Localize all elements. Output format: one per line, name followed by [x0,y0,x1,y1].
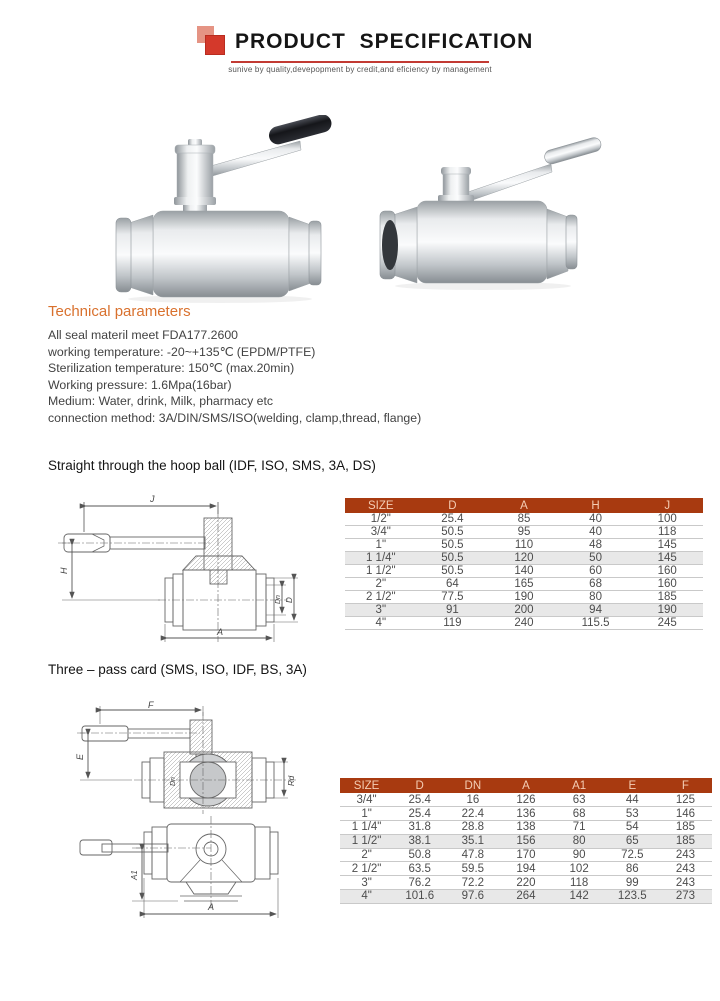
table-header-row [345,498,703,513]
table-cell: 170 [499,848,552,862]
table-row [345,617,703,630]
table-row [345,604,703,617]
table-cell: 142 [553,890,606,904]
table-cell: 4" [345,617,417,630]
table-cell: 185 [631,591,703,604]
table-cell: 2 1/2" [345,591,417,604]
table-row [340,793,712,807]
table-cell: 72.2 [446,876,499,890]
table-cell: 40 [560,526,632,539]
table-cell: 47.8 [446,848,499,862]
table-cell: 3/4" [340,793,393,807]
table-cell: 243 [659,862,712,876]
table-row [340,807,712,821]
table-row [340,821,712,835]
column-header: SIZE [340,778,393,793]
dim-label-a1: A1 [130,870,139,880]
table-cell: 90 [553,848,606,862]
dim-label-a2: A [208,902,215,912]
logo-square-front [205,35,225,55]
table-cell: 100 [631,513,703,526]
technical-parameters-heading: Technical parameters [48,303,191,320]
table-cell: 125 [659,793,712,807]
table-cell: 16 [446,793,499,807]
table-cell: 53 [606,807,659,821]
dim-label-f: F [148,700,154,710]
table-cell: 71 [553,821,606,835]
section2-title: Three – pass card (SMS, ISO, IDF, BS, 3A) [48,662,307,677]
table-row [345,526,703,539]
text-line: connection method: 3A/DIN/SMS/ISO(welding, clamp,thread, flange) [48,410,422,425]
column-header: E [606,778,659,793]
table-cell: 60 [560,565,632,578]
table-cell: 1" [345,539,417,552]
table-row [340,890,712,904]
table-cell: 25.4 [393,793,446,807]
text-line: Medium: Water, drink, Milk, pharmacy etc [48,394,274,409]
table-cell: 190 [631,604,703,617]
table-cell: 77.5 [417,591,489,604]
table-cell: 85 [488,513,560,526]
table-cell: 50 [560,552,632,565]
table-cell: 118 [631,526,703,539]
table-cell: 59.5 [446,862,499,876]
table-cell: 68 [560,578,632,591]
valve-photo-with-black-grip [95,115,350,305]
table-row [345,552,703,565]
table-row [345,539,703,552]
column-header: DN [446,778,499,793]
brand-logo-icon [197,26,227,58]
table-cell: 25.4 [393,807,446,821]
dim-label-dn: Dn [275,595,282,604]
table-cell: 3/4" [345,526,417,539]
table-cell: 115.5 [560,617,632,630]
table-cell: 50.5 [417,552,489,565]
table-cell: 44 [606,793,659,807]
table-cell: 119 [417,617,489,630]
three-way-valve-technical-drawing [72,696,312,924]
column-header: SIZE [345,498,417,513]
table-cell: 50.5 [417,526,489,539]
table-cell: 97.6 [446,890,499,904]
table-cell: 50.5 [417,539,489,552]
straight-valve-size-table [345,498,703,630]
dim-label-a: A [217,627,224,637]
table-row [340,862,712,876]
table-cell: 264 [499,890,552,904]
table-cell: 156 [499,834,552,848]
three-way-valve-size-table [340,778,712,904]
table-cell: 146 [659,807,712,821]
column-header: J [631,498,703,513]
table-cell: 3" [345,604,417,617]
column-header: A [488,498,560,513]
table-cell: 25.4 [417,513,489,526]
column-header: A1 [553,778,606,793]
table-cell: 40 [560,513,632,526]
table-cell: 2 1/2" [340,862,393,876]
text-line: working temperature: -20~+135℃ (EPDM/PTFE) [48,344,316,359]
section1-title: Straight through the hoop ball (IDF, ISO, SMS, 3A, DS) [48,458,376,473]
table-cell: 95 [488,526,560,539]
table-cell: 2" [340,848,393,862]
table-row [340,876,712,890]
table-cell: 1 1/4" [345,552,417,565]
table-cell: 91 [417,604,489,617]
table-cell: 50.8 [393,848,446,862]
table-cell: 126 [499,793,552,807]
table-cell: 185 [659,834,712,848]
table-cell: 63.5 [393,862,446,876]
dim-label-rd: Rd [287,775,296,786]
table-cell: 86 [606,862,659,876]
valve-photo-metal-handle [365,135,620,295]
table-cell: 200 [488,604,560,617]
column-header: D [417,498,489,513]
table-cell: 120 [488,552,560,565]
table-cell: 118 [553,876,606,890]
table-cell: 220 [499,876,552,890]
table-cell: 138 [499,821,552,835]
table-cell: 80 [553,834,606,848]
table-cell: 28.8 [446,821,499,835]
table-row [345,591,703,604]
company-tagline: sunive by quality,devepopment by credit,and eficiency by management [228,65,492,74]
table-row [340,834,712,848]
table-cell: 101.6 [393,890,446,904]
dim-label-h: H [59,567,69,574]
table-cell: 185 [659,821,712,835]
table-cell: 123.5 [606,890,659,904]
table-cell: 76.2 [393,876,446,890]
column-header: D [393,778,446,793]
table-cell: 190 [488,591,560,604]
dim-label-e: E [75,753,85,760]
table-cell: 1" [340,807,393,821]
page-title: PRODUCT SPECIFICATION [235,30,534,53]
table-cell: 94 [560,604,632,617]
table-cell: 140 [488,565,560,578]
table-cell: 1 1/2" [345,565,417,578]
table-cell: 102 [553,862,606,876]
table-cell: 63 [553,793,606,807]
dim-label-j: J [150,494,155,504]
table-cell: 54 [606,821,659,835]
table-cell: 165 [488,578,560,591]
table-cell: 64 [417,578,489,591]
table-cell: 243 [659,876,712,890]
table-cell: 50.5 [417,565,489,578]
title-underline [231,61,489,63]
table-cell: 99 [606,876,659,890]
table-cell: 160 [631,565,703,578]
table-cell: 65 [606,834,659,848]
column-header: H [560,498,632,513]
table-cell: 160 [631,578,703,591]
text-line: All seal materil meet FDA177.2600 [48,328,239,342]
table-cell: 48 [560,539,632,552]
table-cell: 80 [560,591,632,604]
table-cell: 1/2" [345,513,417,526]
table-cell: 194 [499,862,552,876]
column-header: F [659,778,712,793]
table-cell: 4" [340,890,393,904]
technical-parameters-section [48,303,468,427]
column-header: A [499,778,552,793]
table-cell: 273 [659,890,712,904]
table-cell: 38.1 [393,834,446,848]
table-cell: 145 [631,539,703,552]
dim-label-d: D [285,597,294,603]
table-cell: 2" [345,578,417,591]
straight-valve-technical-drawing [52,490,308,650]
table-cell: 1 1/2" [340,834,393,848]
table-row [340,848,712,862]
table-cell: 136 [499,807,552,821]
table-header-row [340,778,712,793]
table-cell: 243 [659,848,712,862]
table-cell: 68 [553,807,606,821]
table-cell: 3" [340,876,393,890]
table-row [345,578,703,591]
dim-label-dn2: Dn [170,777,177,786]
table-cell: 31.8 [393,821,446,835]
table-cell: 1 1/4" [340,821,393,835]
table-cell: 245 [631,617,703,630]
table-cell: 35.1 [446,834,499,848]
table-cell: 145 [631,552,703,565]
text-line: Working pressure: 1.6Mpa(16bar) [48,377,232,392]
technical-parameters-list [48,327,468,427]
table-row [345,565,703,578]
table-cell: 240 [488,617,560,630]
table-cell: 110 [488,539,560,552]
text-line: Sterilization temperature: 150℃ (max.20min) [48,361,295,376]
table-cell: 72.5 [606,848,659,862]
table-row [345,513,703,526]
table-cell: 22.4 [446,807,499,821]
